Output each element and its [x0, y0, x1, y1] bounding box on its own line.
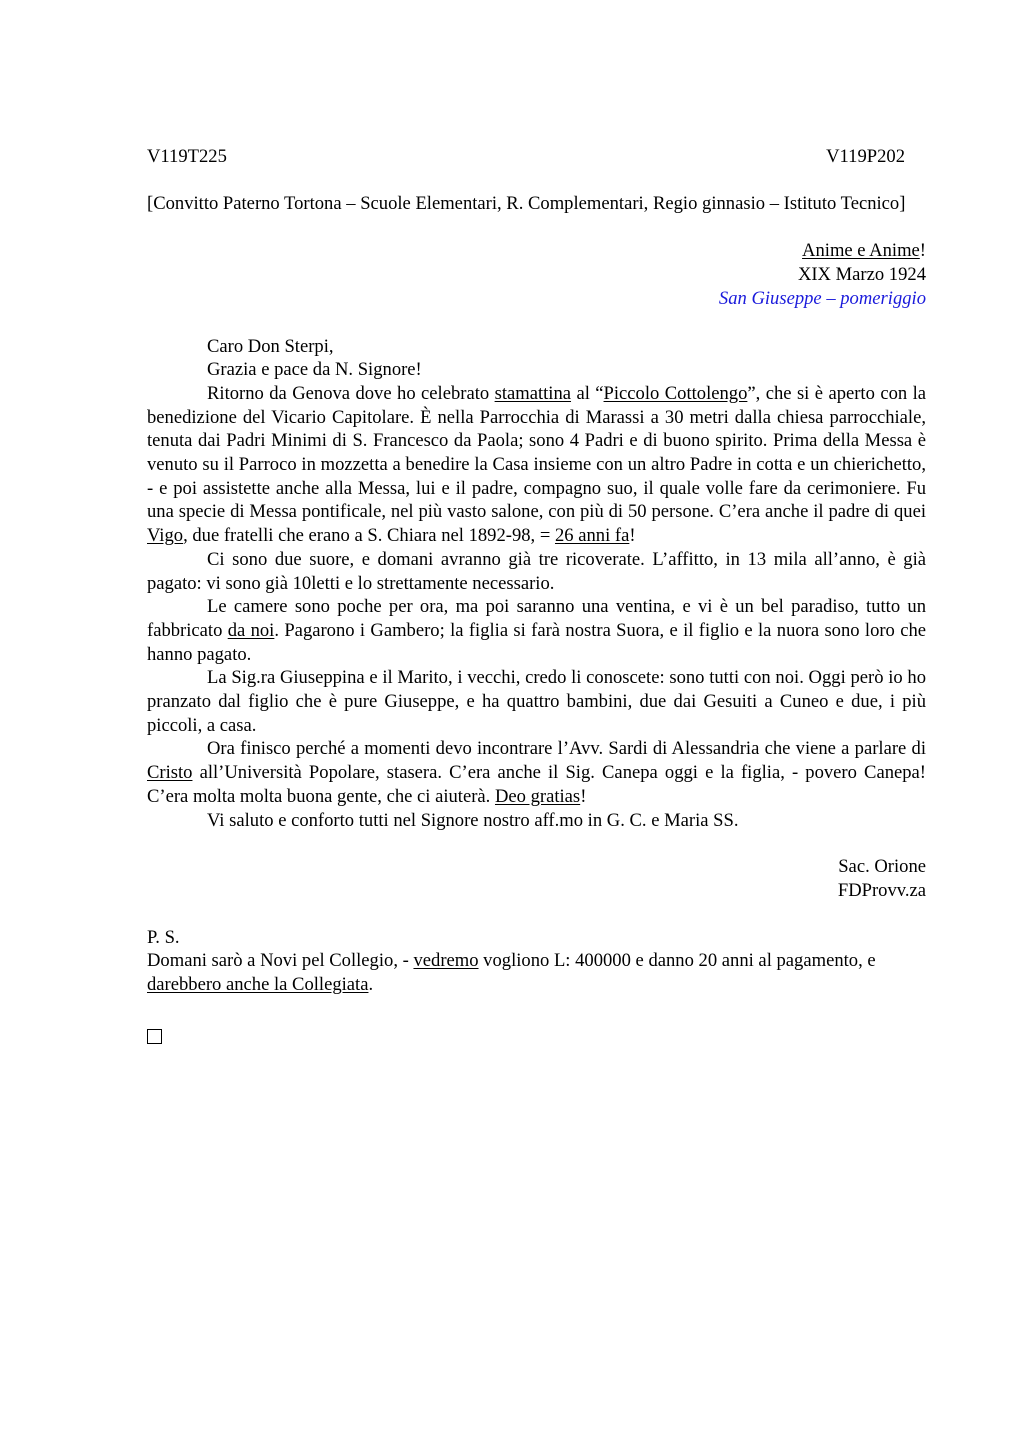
closing-greeting: Vi saluto e conforto tutti nel Signore nostro aff.mo in G. C. e Maria SS.: [207, 809, 739, 831]
signature: [147, 855, 926, 902]
blessing: Grazia e pace da N. Signore!: [207, 359, 422, 381]
paragraph-1: Ritorno da Genova dove ho celebrato stamattina al “Piccolo Cottolengo”, che si è aperto con la benedizione del Vicario Capitolare. È nella Parrocchia di Marassi a 30 metri dalla chiesa parrocchiale, tenuta dai Padri Minimi di S. Francesco da Paola; sono 4 Padri e di buono spirito. Prima della Messa è venuto su il Parroco in mozzetta a benedire la Casa insieme con un altro Padre in cotta e un chierichetto, - e poi assistette anche alla Messa, lui e il padre, compagno suo, il quale volle fare da cerimoniere. Fu una specie di Messa pontificale, nel più vasto salone, con più di 50 persone. C’era anche il padre di quei Vigo, due fratelli che erano a S. Chiara nel 1892-98, = 26 anni fa!: [147, 382, 927, 547]
motto: Anime e Anime!: [802, 240, 926, 262]
square-outline-icon: [147, 1029, 162, 1044]
letterhead: [Convitto Paterno Tortona – Scuole Elementari, R. Complementari, Regio ginnasio – Istituto Tecnico]: [147, 192, 906, 214]
postscript-label: P. S.: [147, 926, 180, 948]
signature-title: FDProvv.za: [837, 879, 926, 901]
salutation: Caro Don Sterpi,: [207, 335, 334, 357]
paragraph-5: Ora finisco perché a momenti devo incontrare l’Avv. Sardi di Alessandria che viene a parlare di Cristo all’Università Popolare, stasera. C’era anche il Sig. Canepa oggi e la figlia, - povero Canepa! C’era molta molta buona gente, che ci aiuterà. Deo gratias!: [147, 738, 926, 807]
motto-underlined: Anime e Anime: [802, 240, 920, 262]
archive-code-right: V119P202: [826, 146, 905, 167]
paragraph-2: Ci sono due suore, e domani avranno già tre ricoverate. L’affitto, in 13 mila all’anno, è già pagato: vi sono già 10letti e lo strettamente necessario.: [147, 548, 926, 594]
archive-codes: [147, 145, 926, 169]
date-block: [147, 239, 926, 310]
postscript: [147, 926, 926, 997]
document-page: [147, 145, 926, 1044]
letter-body: [147, 335, 926, 833]
paragraph-3: Le camere sono poche per ora, ma poi saranno una ventina, e vi è un bel paradiso, tutto un fabbricato da noi. Pagarono i Gambero; la figlia si farà nostra Suora, e il figlio e la nuora sono loro che hanno pagato.: [147, 596, 926, 665]
paragraph-4: La Sig.ra Giuseppina e il Marito, i vecchi, credo li conoscete: sono tutti con noi. Oggi però io ho pranzato dal figlio che è pure Giuseppe, e ha quattro bambini, due dai Gesuiti a Cuneo e due, i più piccoli, a casa.: [147, 667, 926, 736]
letter-date: XIX Marzo 1924: [797, 264, 926, 286]
archive-code-left: V119T225: [147, 146, 227, 167]
postscript-text: Domani sarò a Novi pel Collegio, - vedremo vogliono L: 400000 e danno 20 anni al pagamento, e darebbero anche la Collegiata.: [147, 950, 876, 996]
signature-name: Sac. Orione: [838, 856, 926, 878]
feast-day: San Giuseppe – pomeriggio: [718, 287, 926, 309]
